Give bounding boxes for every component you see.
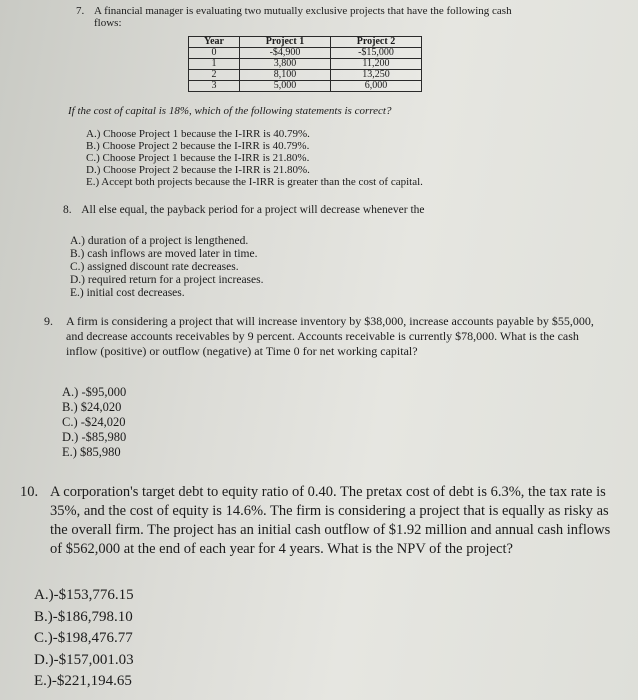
answer-option-d[interactable]: D.) Choose Project 2 because the I-IRR is 21.80%. <box>86 164 310 176</box>
table-cell: 11,200 <box>331 59 422 70</box>
table-cell: 0 <box>189 48 240 59</box>
answer-option-e[interactable]: E.) $85,980 <box>62 445 121 459</box>
answer-option-b[interactable]: B.) Choose Project 2 because the I-IRR is 40.79%. <box>86 140 310 152</box>
question-8-options <box>70 235 264 300</box>
table-row <box>189 48 422 59</box>
question-number: 8. <box>63 204 72 216</box>
answer-option-e[interactable]: E.) Accept both projects because the I-IRR is greater than the cost of capital. <box>86 176 423 188</box>
answer-option-d[interactable]: D.)-$157,001.03 <box>34 651 134 668</box>
cash-flow-table <box>188 36 422 92</box>
answer-option-a[interactable]: A.) Choose Project 1 because the I-IRR is 40.79%. <box>86 128 310 140</box>
answer-option-c[interactable]: C.) Choose Project 1 because the I-IRR is 21.80%. <box>86 152 310 164</box>
answer-option-c[interactable]: C.)-$198,476.77 <box>34 630 133 646</box>
table-header-row <box>189 37 422 48</box>
answer-option-e[interactable]: E.) initial cost decreases. <box>70 287 185 299</box>
answer-option-c[interactable]: C.) assigned discount rate decreases. <box>70 261 239 273</box>
answer-option-b[interactable]: B.) $24,020 <box>62 400 122 414</box>
question-7-prompt: If the cost of capital is 18%, which of the following statements is correct? <box>68 105 392 117</box>
answer-option-a[interactable]: A.) -$95,000 <box>62 385 127 399</box>
question-number: 7. <box>76 5 85 17</box>
table-cell: 3,800 <box>240 59 331 70</box>
column-header-project-2: Project 2 <box>331 37 422 48</box>
answer-option-a[interactable]: A.) duration of a project is lengthened. <box>70 235 249 247</box>
question-8 <box>63 204 425 216</box>
answer-option-a[interactable]: A.)-$153,776.15 <box>34 587 134 603</box>
table-cell: 13,250 <box>331 70 422 81</box>
table-row <box>189 81 422 92</box>
question-stem: A firm is considering a project that will increase inventory by $38,000, increase accounts payable by $55,000, and decrease accounts receivables by 9 percent. Accounts receivable is currently $78,000. What is the cash inflow (positive) or outflow (negative) at Time 0 for net working capital? <box>66 314 594 358</box>
table-cell: 6,000 <box>331 81 422 92</box>
question-stem: All else equal, the payback period for a project will decrease whenever the <box>81 204 425 216</box>
table-cell: 1 <box>189 59 240 70</box>
question-7-options <box>86 128 423 188</box>
column-header-year: Year <box>189 37 240 48</box>
question-number: 10. <box>20 484 39 500</box>
question-9-options <box>62 385 126 460</box>
answer-option-e[interactable]: E.)-$221,194.65 <box>34 673 132 689</box>
question-10-options <box>34 585 134 693</box>
table-row <box>189 59 422 70</box>
table-cell: -$15,000 <box>331 48 422 59</box>
answer-option-b[interactable]: B.) cash inflows are moved later in time. <box>70 248 258 260</box>
table-cell: 2 <box>189 70 240 81</box>
table-cell: 8,100 <box>240 70 331 81</box>
table-cell: 5,000 <box>240 81 331 92</box>
table-row <box>189 70 422 81</box>
table-cell: -$4,900 <box>240 48 331 59</box>
answer-option-d[interactable]: D.) -$85,980 <box>62 430 127 444</box>
answer-option-d[interactable]: D.) required return for a project increases. <box>70 274 264 286</box>
table-cell: 3 <box>189 81 240 92</box>
question-stem: A corporation's target debt to equity ratio of 0.40. The pretax cost of debt is 6.3%, the tax rate is 35%, and the cost of equity is 14.6%. The firm is considering a project that is equally as risky as the overall firm. The project has an initial cash outflow of $1.92 million and annual cash inflows of $562,000 at the end of each year for 4 years. What is the NPV of the project? <box>50 484 611 557</box>
question-stem: A financial manager is evaluating two mutually exclusive projects that have the following cash flows: <box>94 5 512 29</box>
column-header-project-1: Project 1 <box>240 37 331 48</box>
question-number: 9. <box>44 314 53 328</box>
answer-option-c[interactable]: C.) -$24,020 <box>62 415 126 429</box>
answer-option-b[interactable]: B.)-$186,798.10 <box>34 608 133 625</box>
